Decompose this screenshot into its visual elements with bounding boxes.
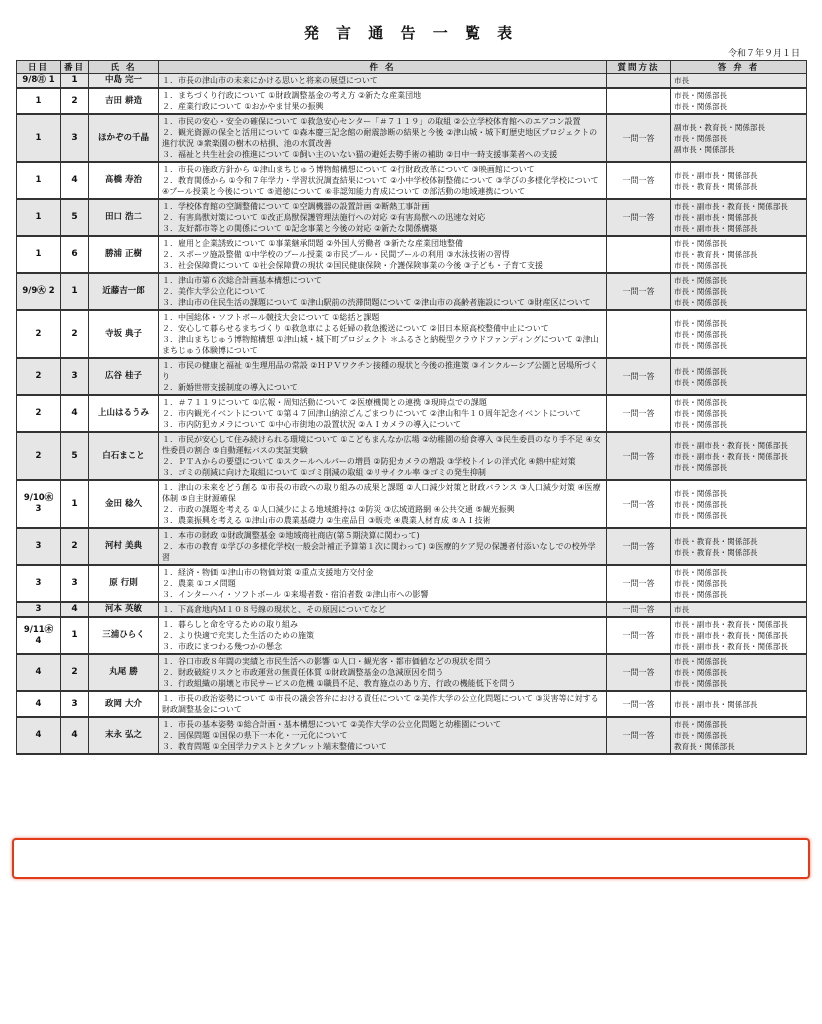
answerer-cell	[671, 199, 807, 236]
answerer-cell	[671, 358, 807, 395]
answerer-item: 市長	[674, 605, 690, 614]
order-cell: 3	[61, 114, 89, 162]
subject-cell	[159, 273, 607, 310]
day-cell: 1	[17, 236, 61, 273]
answerer-cell	[671, 273, 807, 310]
document-date: 令和７年９月１日	[727, 49, 800, 59]
order-cell: 4	[61, 395, 89, 432]
answerer-item: 市長・関係部長	[674, 329, 728, 339]
subject-cell	[159, 395, 607, 432]
answerer-cell	[671, 88, 807, 114]
document-title: 発 言 通 告 一 覧 表	[303, 24, 519, 42]
answerer-item: 市長・関係部長	[674, 462, 728, 472]
speaker-name: 白石まこと	[89, 432, 159, 480]
question-method: 一問一答	[607, 717, 671, 754]
order-cell: 5	[61, 432, 89, 480]
subject-item: ３．津山まちじゅう博物館構想 ①津山城・城下町プロジェクト ＊ふるさと納税型クラウドファンディングについて ②津山まちじゅう体験博について	[162, 335, 599, 355]
header-method: 質問方法	[607, 61, 671, 74]
subject-cell	[159, 617, 607, 654]
day-cell: 1	[17, 88, 61, 114]
table-row	[17, 617, 807, 654]
answerer-cell	[671, 395, 807, 432]
answerer-item: 市長・副市長・関係部長	[674, 170, 758, 180]
table-row	[17, 602, 807, 617]
answerer-item: 副市長・関係部長	[674, 144, 735, 154]
answerer-item: 市長・関係部長	[674, 590, 728, 599]
speaker-name: 三浦ひらく	[89, 617, 159, 654]
question-method: 一問一答	[607, 432, 671, 480]
table-row	[17, 310, 807, 358]
day-cell: 9/8㊊ 1	[17, 74, 61, 89]
order-cell: 5	[61, 199, 89, 236]
speaker-name: 広谷 桂子	[89, 358, 159, 395]
day-cell: 4	[17, 654, 61, 691]
speaker-name: 原 行則	[89, 565, 159, 602]
day-cell: 3	[17, 528, 61, 565]
order-cell: 2	[61, 310, 89, 358]
subject-item: ３．行政組織の崩壊と市民サービスの危機 ①職員不足、教育施点のあり方、行政の機能低下を問う	[162, 679, 516, 688]
speaker-name: 上山はるうみ	[89, 395, 159, 432]
day-cell: 2	[17, 432, 61, 480]
question-method: 一問一答	[607, 162, 671, 199]
speaker-name: 丸尾 勝	[89, 654, 159, 691]
subject-item: ２．新婚世帯支援制度の導入について	[162, 383, 298, 392]
table-row	[17, 236, 807, 273]
subject-item: １．まちづくり行政について ①財政調整基金の考え方 ②新たな産業団地	[162, 91, 422, 100]
answerer-cell	[671, 310, 807, 358]
order-cell: 2	[61, 654, 89, 691]
subject-item: ２．教育関係から ①令和７年学力・学習状況調査結果について ②小中学校体制整備について ③学びの多様化学校について ④プール授業と今後について ⑤道徳について ⑥非認知能力育成について ⑦部活動の地域連携について	[162, 176, 599, 196]
table-row	[17, 395, 807, 432]
answerer-item: 市長・関係部長	[674, 102, 728, 111]
subject-cell	[159, 162, 607, 199]
day-cell: 2	[17, 310, 61, 358]
question-method: 一問一答	[607, 480, 671, 528]
subject-item: １．津山の未来をどう創る ①市長の市政への取り組みの成果と課題 ②人口減少対策と財政バランス ③人口減少対策 ④医療体制 ⑤自主財源確保	[162, 483, 601, 503]
subject-cell	[159, 358, 607, 395]
subject-item: ３．社会保障費について ①社会保障費の現状 ②国民健康保険・介護保険事業の今後 ③子ども・子育て支援	[162, 261, 543, 270]
table-row	[17, 691, 807, 717]
order-cell: 4	[61, 602, 89, 617]
answerer-item: 市長・関係部長	[674, 679, 728, 688]
answerer-cell	[671, 480, 807, 528]
order-cell: 2	[61, 88, 89, 114]
subject-item: １．市長の津山市の未来にかける思いと将来の展望について	[162, 76, 378, 85]
order-cell: 1	[61, 617, 89, 654]
subject-item: ２．財政破綻リスクと市政運営の無責任体質 ①財政調整基金の急減原因を問う	[162, 668, 444, 677]
subject-item: ２．国保問題 ①国保の県下一本化・一元化について	[162, 731, 348, 740]
subject-item: ３．市内防犯カメラについて ①中心市街地の設置状況 ②ＡＩカメラの導入について	[162, 420, 462, 429]
subject-cell	[159, 528, 607, 565]
subject-item: ２．農業 ①コメ問題	[162, 579, 236, 588]
day-cell: 9/10㊌ 3	[17, 480, 61, 528]
subject-item: ２．安心して暮らせるまちづくり ①救急車による妊婦の救急搬送について ②旧日本原高校整備中止について	[162, 324, 549, 333]
question-method: 一問一答	[607, 602, 671, 617]
day-cell: 2	[17, 358, 61, 395]
answerer-item: 市長・関係部長	[674, 261, 728, 270]
header-subject: 件 名	[159, 61, 607, 74]
highlight-annotation	[12, 838, 810, 879]
answerer-item: 市長・関係部長	[674, 731, 728, 740]
subject-item: ２．より快適で充実した生活のための施策	[162, 631, 314, 640]
day-cell: 1	[17, 162, 61, 199]
answerer-item: 市長・副市長・教育長・関係部長	[674, 451, 788, 461]
answerer-item: 市長・関係部長	[674, 287, 728, 296]
table-row	[17, 273, 807, 310]
subject-item: １．雇用と企業誘致について ①事業継承問題 ②外国人労働者 ③新たな産業団地整備	[162, 239, 463, 248]
order-cell: 6	[61, 236, 89, 273]
answerer-cell	[671, 654, 807, 691]
table-row	[17, 199, 807, 236]
order-cell: 4	[61, 162, 89, 199]
speaker-name: 河村 美典	[89, 528, 159, 565]
answerer-item: 市長・関係部長	[674, 420, 728, 429]
answerer-item: 市長・教育長・関係部長	[674, 181, 758, 191]
subject-item: ３．津山市の住民生活の課題について ①津山駅前の渋滞問題について ②津山市の高齢者施設について ③財産区について	[162, 298, 591, 307]
subject-item: １．学校体育館の空調整備について ①空調機器の設置計画 ②断熱工事計画	[162, 202, 430, 211]
table-row	[17, 565, 807, 602]
answerer-cell	[671, 565, 807, 602]
order-cell: 1	[61, 74, 89, 89]
subject-item: ３．農業振興を考える ①津山市の農業基礎力 ②生産品目 ③販売 ④農業人材育成 ⑤ＡＩ技術	[162, 516, 491, 525]
speaker-name: 髙橋 寿治	[89, 162, 159, 199]
subject-item: ２．美作大学公立化について	[162, 287, 266, 296]
subject-item: １．市長の政治姿勢について ①市長の議会答弁における責任について ②美作大学の公立化問題について ③災害等に対する財政調整基金について	[162, 694, 599, 714]
subject-item: ２．ＰＴＡからの要望について ①スクールヘルパーの増員 ②防犯カメラの増設 ③学校トイレの洋式化 ④熱中症対策	[162, 457, 576, 466]
question-method: 一問一答	[607, 654, 671, 691]
subject-item: １．本市の財政 ①財政調整基金 ②地域商社商店(第５期決算に関わって)	[162, 531, 420, 540]
answerer-item: 市長・副市長・関係部長	[674, 699, 758, 709]
subject-cell	[159, 691, 607, 717]
answerer-item: 市長・副市長・教育長・関係部長	[674, 620, 788, 629]
subject-item: １．＃７１１９について ①広報・周知活動について ②医療機関との連携 ③現時点での課題	[162, 398, 487, 407]
subject-cell	[159, 717, 607, 754]
question-method: 一問一答	[607, 691, 671, 717]
subject-cell	[159, 565, 607, 602]
answerer-cell	[671, 432, 807, 480]
speaker-name: 田口 浩二	[89, 199, 159, 236]
subject-item: ２．スポーツ施設整備 ①中学校のプール授業 ②市民プール・民間プールの利用 ③水泳技術の習得	[162, 250, 510, 259]
speaker-name: 金田 稔久	[89, 480, 159, 528]
order-cell: 3	[61, 358, 89, 395]
subject-cell	[159, 74, 607, 89]
subject-item: １．暮らしと命を守るための取り組み	[162, 620, 298, 629]
table-row	[17, 358, 807, 395]
question-method: 一問一答	[607, 114, 671, 162]
answerer-item: 市長・関係部長	[674, 133, 728, 143]
answerer-item: 市長・関係部長	[674, 720, 728, 729]
header-day: 日目	[17, 61, 61, 74]
answerer-item: 市長・関係部長	[674, 510, 728, 520]
answerer-item: 市長・教育長・関係部長	[674, 250, 758, 259]
table-row	[17, 88, 807, 114]
answerer-cell	[671, 691, 807, 717]
answerer-item: 市長・副市長・教育長・関係部長	[674, 642, 788, 651]
day-cell: 3	[17, 565, 61, 602]
question-method: 一問一答	[607, 395, 671, 432]
speaker-name: 勝浦 正樹	[89, 236, 159, 273]
question-method	[607, 74, 671, 89]
speaker-name: 近藤吉一郎	[89, 273, 159, 310]
answerer-item: 市長・副市長・教育長・関係部長	[674, 202, 788, 211]
subject-item: １．市民が安心して住み続けられる環境について ①こどもまんなか広場 ②幼稚園の給食導入 ③民生委員のなり手不足 ④女性委員の割合 ⑤自動運転バスの実証実験	[162, 435, 601, 455]
table-row	[17, 654, 807, 691]
order-cell: 1	[61, 480, 89, 528]
day-cell: 9/9㊋ 2	[17, 273, 61, 310]
answerer-item: 市長・関係部長	[674, 657, 728, 666]
header-answerer: 答 弁 者	[671, 61, 807, 74]
answerer-cell	[671, 74, 807, 89]
answerer-cell	[671, 236, 807, 273]
subject-cell	[159, 432, 607, 480]
answerer-item: 市長・副市長・関係部長	[674, 213, 758, 222]
question-method: 一問一答	[607, 358, 671, 395]
table-row	[17, 528, 807, 565]
table-header-row	[17, 61, 807, 74]
answerer-item: 市長・教育長・関係部長	[674, 536, 758, 546]
answerer-item: 市長・関係部長	[674, 377, 728, 387]
subject-item: １．中国総体・ソフトボール競技大会について ①総括と課題	[162, 313, 380, 322]
subject-item: １．市民の安心・安全の確保について ①救急安心センター「＃７１１９」の取組 ②公立学校体育館へのエアコン設置	[162, 117, 581, 126]
subject-item: ３．福祉と共生社会の推進について ①飼い主のいない猫の避妊去勢手術の補助 ②日中一時支援事業者への支援	[162, 150, 558, 159]
answerer-item: 市長・関係部長	[674, 276, 728, 285]
answerer-item: 市長・副市長・教育長・関係部長	[674, 440, 788, 450]
answerer-item: 市長・関係部長	[674, 298, 728, 307]
question-method	[607, 310, 671, 358]
day-cell: 4	[17, 717, 61, 754]
question-method	[607, 88, 671, 114]
question-method	[607, 236, 671, 273]
answerer-item: 市長・副市長・教育長・関係部長	[674, 631, 788, 640]
speaker-name: 寺坂 典子	[89, 310, 159, 358]
answerer-cell	[671, 617, 807, 654]
subject-item: ３．ゴミの削減に向けた取組について ①ゴミ削減の取組 ②リサイクル率 ③ゴミの発生抑制	[162, 468, 486, 477]
answerer-cell	[671, 528, 807, 565]
answerer-item: 市長・関係部長	[674, 239, 728, 248]
speaker-name: 末永 弘之	[89, 717, 159, 754]
day-cell: 2	[17, 395, 61, 432]
answerer-cell	[671, 717, 807, 754]
answerer-cell	[671, 162, 807, 199]
question-method: 一問一答	[607, 528, 671, 565]
question-method: 一問一答	[607, 617, 671, 654]
day-cell: 1	[17, 199, 61, 236]
speaker-name: 中島 完一	[89, 74, 159, 89]
day-cell: 1	[17, 114, 61, 162]
speaker-name: ほかぞの千晶	[89, 114, 159, 162]
answerer-item: 副市長・教育長・関係部長	[674, 122, 766, 132]
table-row	[17, 432, 807, 480]
answerer-item: 市長・関係部長	[674, 668, 728, 677]
order-cell: 4	[61, 717, 89, 754]
answerer-item: 市長・関係部長	[674, 499, 728, 509]
order-cell: 3	[61, 691, 89, 717]
subject-item: ２．市内観光イベントについて ①第４７回津山納涼ごんごまつりについて ②津山和牛１０周年記念イベントについて	[162, 409, 581, 418]
answerer-item: 市長	[674, 76, 690, 85]
table-row	[17, 480, 807, 528]
table-body	[17, 74, 807, 755]
order-cell: 1	[61, 273, 89, 310]
subject-item: ３．友好都市等との関係について ①記念事業と今後の対応 ②新たな関係構築	[162, 224, 438, 233]
subject-item: ３．インターハイ・ソフトボール ①来場者数・宿泊者数 ②津山市への影響	[162, 590, 429, 599]
subject-cell	[159, 199, 607, 236]
speaker-name: 吉田 耕造	[89, 88, 159, 114]
question-method: 一問一答	[607, 273, 671, 310]
subject-cell	[159, 310, 607, 358]
speaker-name: 河本 英敏	[89, 602, 159, 617]
question-method: 一問一答	[607, 565, 671, 602]
table-row	[17, 74, 807, 89]
speaker-name: 政岡 大介	[89, 691, 159, 717]
answerer-item: 市長・関係部長	[674, 488, 728, 498]
subject-item: １．下高倉地内Ｍ１０８号線の現状と、その原因についてなど	[162, 605, 386, 614]
subject-item: １．津山市第６次総合計画基本構想について	[162, 276, 322, 285]
subject-item: １．市長の施政方針から ①津山まちじゅう博物館構想について ②行財政改革について ③映画館について	[162, 165, 535, 174]
subject-cell	[159, 654, 607, 691]
subject-cell	[159, 480, 607, 528]
order-cell: 3	[61, 565, 89, 602]
subject-item: １．市長の基本姿勢 ①総合計画・基本構想について ②美作大学の公立化問題と幼稚園について	[162, 720, 502, 729]
day-cell: 4	[17, 691, 61, 717]
table-row	[17, 114, 807, 162]
answerer-cell	[671, 114, 807, 162]
header-name: 氏 名	[89, 61, 159, 74]
answerer-item: 市長・関係部長	[674, 579, 728, 588]
subject-item: ２．産業行政について ①おかやま甘果の振興	[162, 102, 324, 111]
subject-cell	[159, 114, 607, 162]
answerer-item: 市長・教育長・関係部長	[674, 547, 758, 557]
header-order: 番目	[61, 61, 89, 74]
answerer-item: 教育長・関係部長	[674, 742, 735, 751]
table-row	[17, 162, 807, 199]
subject-item: １．経済・物価 ①津山市の物価対策 ②重点支援地方交付金	[162, 568, 374, 577]
subject-item: １．谷口市政８年間の実績と市民生活への影響 ①人口・観光客・都市価値などの現状を問う	[162, 657, 492, 666]
answerer-item: 市長・関係部長	[674, 91, 728, 100]
answerer-item: 市長・関係部長	[674, 340, 728, 350]
answerer-item: 市長・関係部長	[674, 568, 728, 577]
answerer-cell	[671, 602, 807, 617]
answerer-item: 市長・関係部長	[674, 409, 728, 418]
answerer-item: 市長・副市長・関係部長	[674, 224, 758, 233]
answerer-item: 市長・関係部長	[674, 366, 728, 376]
subject-item: ２．有害鳥獣対策について ①改正鳥獣保護管理法施行への対応 ②有害鳥獣への迅速な対応	[162, 213, 486, 222]
order-cell: 2	[61, 528, 89, 565]
subject-cell	[159, 602, 607, 617]
subject-item: １．市民の健康と福祉 ①生理用品の常設 ②ＨＰＶワクチン接種の現状と今後の推進策 ③インクルーシブ公園と居場所づくり	[162, 361, 599, 381]
day-cell: 3	[17, 602, 61, 617]
day-cell: 9/11㊍ 4	[17, 617, 61, 654]
subject-item: ２．観光資源の保全と活用について ①森本慶三記念館の耐震診断の結果と今後 ②津山城・城下町歴史地区プロジェクトの進行状況 ③衆楽園の樹木の枯損、池の水質改善	[162, 128, 598, 148]
subject-item: ２．市政の課題を考える ①人口減少による地域維持は ②防災 ③広域道路網 ④公共交通 ⑤観光振興	[162, 505, 515, 514]
subject-item: ２．本市の教育 ①学びの多様化学校(一般会計補正予算第１次に関わって) ②医療的ケア児の保護者付添いなしでの校外学習	[162, 542, 596, 562]
subject-item: ３．市政にまつわる幾つかの懸念	[162, 642, 282, 651]
answerer-item: 市長・関係部長	[674, 318, 728, 328]
subject-item: ３．教育問題 ①全国学力テストとタブレット端末整備について	[162, 742, 387, 751]
table-row	[17, 717, 807, 754]
subject-cell	[159, 88, 607, 114]
subject-cell	[159, 236, 607, 273]
answerer-item: 市長・関係部長	[674, 398, 728, 407]
speech-notice-table	[16, 60, 807, 755]
question-method: 一問一答	[607, 199, 671, 236]
